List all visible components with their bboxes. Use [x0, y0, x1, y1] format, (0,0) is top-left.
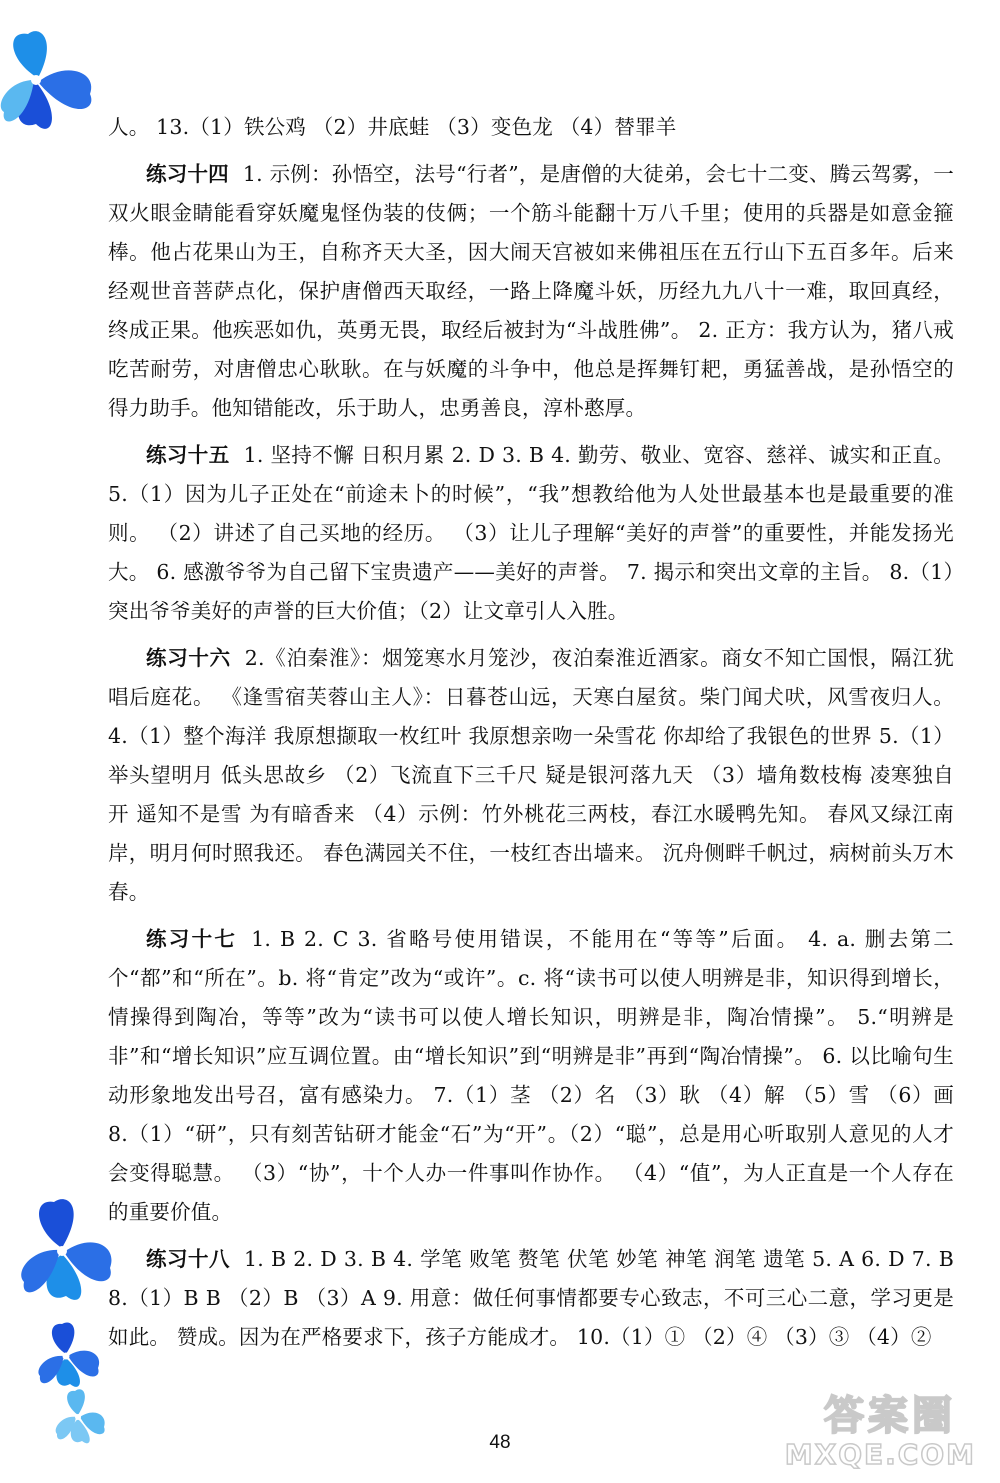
- exercise-15: [108, 436, 954, 631]
- page-number: 48: [489, 1432, 511, 1453]
- exercise-heading: 练习十八: [146, 1247, 230, 1271]
- exercise-heading: 练习十四: [146, 162, 229, 186]
- exercise-14: [108, 155, 954, 428]
- exercise-answers: 1. 坚持不懈 日积月累 2. D 3. B 4. 勤劳、敬业、宽容、慈祥、诚实和正直。 5.（1）因为儿子正处在“前途未卜的时候”，“我”想教给他为人处世最基本也是最重要的准则。 （2）讲述了自己买地的经历。 （3）让儿子理解“美好的声誉”的重要性，并能发扬光大。 6. 感激爷爷为自己留下宝贵遗产——美好的声誉。 7. 揭示和突出文章的主旨。 8.（1）突出爷爷美好的声誉的巨大价值；（2）让文章引人入胜。: [108, 443, 954, 623]
- continued-answer-line: 人。 13.（1）铁公鸡 （2）井底蛙 （3）变色龙 （4）替罪羊: [108, 115, 677, 139]
- watermark-logo: [784, 1393, 992, 1475]
- four-leaf-clover-icon-bottom-left-large: [10, 1190, 120, 1320]
- exercise-answers: 1. B 2. C 3. 省略号使用错误，不能用在“等等”后面。 4. a. 删去第二个“都”和“所在”。b. 将“肯定”改为“或许”。c. 将“读书可以使人明辨是非，知识得到增长，情操得到陶冶，等等”改为“读书可以使人增长知识，明辨是非，陶冶情操”。 5.“明辨是非”和“增长知识”应互调位置。由“增长知识”到“明辨是非”再到“陶冶情操”。 6. 以比喻句生动形象地发出号召，富有感染力。 7.（1）茎 （2）名 （3）耿 （4）解 （5）雪 （6）画 8.（1）“研”，只有刻苦钻研才能金“石”为“开”。（2）“聪”，总是用心听取别人意见的人才会变得聪慧。 （3）“协”，十个人办一件事叫作协作。 （4）“值”，为人正直是一个人存在的重要价值。: [108, 927, 954, 1224]
- exercise-16: [108, 639, 954, 912]
- exercise-heading: 练习十六: [146, 646, 231, 670]
- exercise-18: [108, 1240, 954, 1357]
- exercise-heading: 练习十七: [146, 927, 238, 951]
- exercise-17: [108, 920, 954, 1232]
- watermark-domain: MXQE.COM: [784, 1438, 976, 1471]
- answer-content: [108, 108, 954, 1365]
- four-leaf-clover-icon-top-left: [0, 20, 110, 155]
- exercise-answers: 2.《泊秦淮》：烟笼寒水月笼沙，夜泊秦淮近酒家。商女不知亡国恨，隔江犹唱后庭花。 《逢雪宿芙蓉山主人》：日暮苍山远，天寒白屋贫。柴门闻犬吠，风雪夜归人。 4.（1）整个海洋 我原想撷取一枚红叶 我原想亲吻一朵雪花 你却给了我银色的世界 5.（1）举头望明月 低头思故乡 （2）飞流直下三千尺 疑是银河落九天 （3）墙角数枝梅 凌寒独自开 遥知不是雪 为有暗香来 （4）示例：竹外桃花三两枝，春江水暖鸭先知。 春风又绿江南岸，明月何时照我还。 春色满园关不住，一枝红杏出墙来。 沉舟侧畔千帆过，病树前头万木春。: [108, 646, 954, 904]
- exercise-heading: 练习十五: [146, 443, 230, 467]
- watermark-title: 答案圈: [824, 1393, 956, 1439]
- exercise-answers: 1. 示例：孙悟空，法号“行者”，是唐僧的大徒弟，会七十二变、腾云驾雾，一双火眼金睛能看穿妖魔鬼怪伪装的伎俩；一个筋斗能翻十万八千里；使用的兵器是如意金箍棒。他占花果山为王，自称齐天大圣，因大闹天宫被如来佛祖压在五行山下五百多年。后来经观世音菩萨点化，保护唐僧西天取经，一路上降魔斗妖，历经九九八十一难，取回真经，终成正果。他疾恶如仇，英勇无畏，取经后被封为“斗战胜佛”。 2. 正方：我方认为，猪八戒吃苦耐劳，对唐僧忠心耿耿。在与妖魔的斗争中，他总是挥舞钉耙，勇猛善战，是孙悟空的得力助手。他知错能改，乐于助人，忠勇善良，淳朴憨厚。: [108, 162, 954, 420]
- exercise-answers: 1. B 2. D 3. B 4. 学笔 败笔 赘笔 伏笔 妙笔 神笔 润笔 遗笔 5. A 6. D 7. B 8.（1）B B （2）B （3）A 9. 用意：做任何事情都要专心致志，不可三心二意，学习更是如此。 赞成。因为在严格要求下，孩子方能成才。 10.（1）① （2）④ （3）③ （4）②: [108, 1247, 954, 1349]
